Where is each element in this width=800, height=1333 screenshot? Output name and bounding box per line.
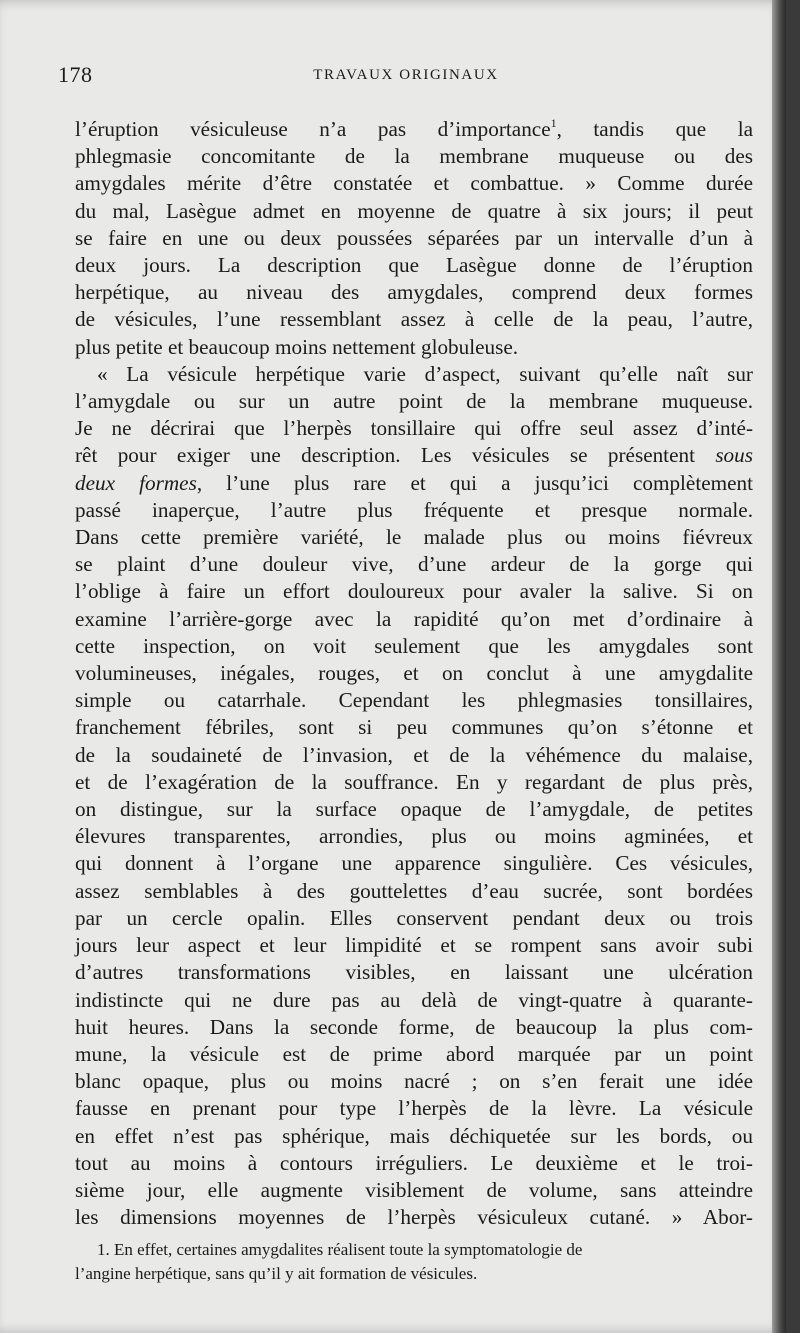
page-edge-shadow <box>772 0 786 1333</box>
text-line: volumineuses, inégales, rouges, et on conclut à une amygdalite <box>75 661 753 686</box>
text-line: cette inspection, on voit seulement que les amygdales sont <box>75 633 753 658</box>
text-line: par un cercle opalin. Elles conservent pendant deux ou trois <box>75 905 753 930</box>
text-line: se plaint d’une douleur vive, d’une ardeur de la gorge qui <box>75 552 753 577</box>
text-segment: , tandis que la <box>556 117 753 141</box>
footnote-marker: 1 <box>550 116 557 130</box>
text-line: jours leur aspect et leur limpidité et se rompent sans avoir subi <box>75 933 753 958</box>
text-line: examine l’arrière-gorge avec la rapidité qu’on met d’ordinaire à <box>75 606 753 631</box>
footnote-line: l’angine herpétique, sans qu’il y ait formation de vésicules. <box>75 1264 478 1283</box>
text-line: Dans cette première variété, le malade plus ou moins fiévreux <box>75 525 753 550</box>
text-line: phlegmasie concomitante de la membrane muqueuse ou des <box>75 144 753 169</box>
text-line: mune, la vésicule est de prime abord marquée par un point <box>75 1041 753 1066</box>
text-line: Je ne décrirai que l’herpès tonsillaire qui offre seul assez d’inté- <box>75 416 753 441</box>
text-line: élevures transparentes, arrondies, plus ou moins agminées, et <box>75 824 753 849</box>
text-line: tout au moins à contours irréguliers. Le deuxième et le troi- <box>75 1150 753 1175</box>
footnote <box>75 1238 755 1286</box>
page-number: 178 <box>58 62 93 87</box>
running-head: TRAVAUX ORIGINAUX <box>313 67 499 83</box>
text-line: l’oblige à faire un effort douloureux pour avaler la salive. Si on <box>75 579 753 604</box>
text-line <box>75 442 753 469</box>
text-line: « La vésicule herpétique varie d’aspect, suivant qu’elle naît sur <box>97 361 753 386</box>
page-header <box>56 62 756 92</box>
text-line: et de l’exagération de la souffrance. En y regardant de plus près, <box>75 769 753 794</box>
text-line: assez semblables à des gouttelettes d’eau sucrée, sont bordées <box>75 878 753 903</box>
text-line: du mal, Lasègue admet en moyenne de quatre à six jours; il peut <box>75 198 753 223</box>
text-line: plus petite et beaucoup moins nettement globuleuse. <box>75 334 519 359</box>
footnote-line: 1. En effet, certaines amygdalites réalisent toute la symptomatologie de <box>97 1240 583 1259</box>
text-line: blanc opaque, plus ou moins nacré ; on s’en ferait une idée <box>75 1069 753 1094</box>
text-segment: l’éruption vésiculeuse n’a pas d’importance <box>75 117 551 141</box>
italic-text: deux formes <box>75 470 197 495</box>
text-line: deux jours. La description que Lasègue donne de l’éruption <box>75 253 753 278</box>
text-line: franchement fébriles, sont si peu communes qu’on s’étonne et <box>75 715 753 740</box>
text-line: en effet n’est pas sphérique, mais déchiquetée sur les bords, ou <box>75 1123 753 1148</box>
text-line: on distingue, sur la surface opaque de l’amygdale, de petites <box>75 797 753 822</box>
text-line: d’autres transformations visibles, en laissant une ulcération <box>75 960 753 985</box>
text-line: de vésicules, l’une ressemblant assez à celle de la peau, l’autre, <box>75 307 753 332</box>
text-line <box>75 110 753 143</box>
text-line: huit heures. Dans la seconde forme, de beaucoup la plus com- <box>75 1014 753 1039</box>
text-line <box>75 470 753 497</box>
text-line: qui donnent à l’organe une apparence singulière. Ces vésicules, <box>75 851 753 876</box>
text-line: l’amygdale ou sur un autre point de la membrane muqueuse. <box>75 389 753 414</box>
text-line: herpétique, au niveau des amygdales, comprend deux formes <box>75 280 753 305</box>
text-segment: rêt pour exiger une description. Les vésicules se présentent <box>75 443 716 468</box>
text-line: de la soudaineté de l’invasion, et de la véhémence du malaise, <box>75 742 753 767</box>
text-segment: , l’une plus rare et qui a jusqu’ici complètement <box>196 470 753 495</box>
text-line: sième jour, elle augmente visiblement de volume, sans atteindre <box>75 1177 753 1202</box>
text-line: se faire en une ou deux poussées séparées par un intervalle d’un à <box>75 225 753 250</box>
text-line: fausse en prenant pour type l’herpès de la lèvre. La vésicule <box>75 1096 753 1121</box>
text-line: simple ou catarrhale. Cependant les phlegmasies tonsillaires, <box>75 688 753 713</box>
italic-text: sous <box>715 443 753 468</box>
text-line: les dimensions moyennes de l’herpès vésiculeux cutané. » Abor- <box>75 1205 753 1230</box>
text-line: amygdales mérite d’être constatée et combattue. » Comme durée <box>75 171 753 196</box>
body-text <box>75 110 753 1231</box>
text-line: indistincte qui ne dure pas au delà de vingt-quatre à quarante- <box>75 987 753 1012</box>
text-line: passé inaperçue, l’autre plus fréquente et presque normale. <box>75 497 753 522</box>
